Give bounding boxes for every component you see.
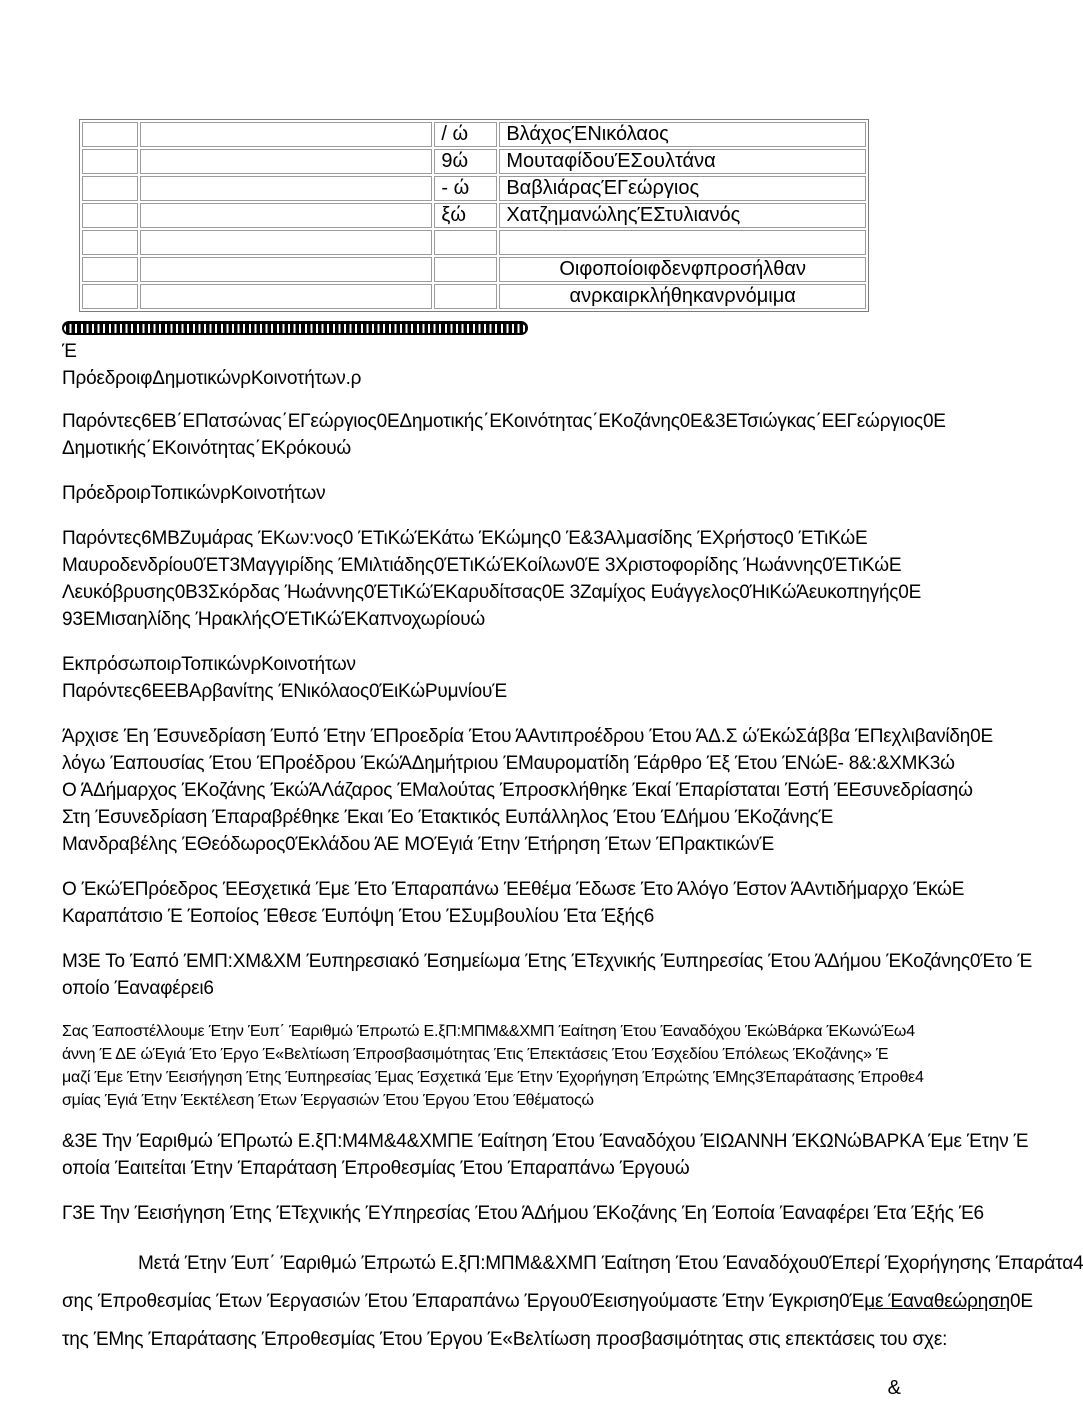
text-segment: 0Ε (1010, 1291, 1033, 1312)
table-row (82, 149, 866, 174)
empty-cell (140, 149, 433, 174)
separator-bar (62, 321, 528, 335)
text-line: Καραπάτσιο Έ Έοποίος Έθεσε Έυπόψη Έτου ΈΣυμβουλίου Έτα Έξής6 (62, 906, 655, 927)
text-line: άννη Έ ΔΕ ώΈγιά Έτο Έργο Έ«Βελτίωση Έπροσβασιμότητας Έτις Έπεκτάσεις Έτου Έσχεδίου Έπόλεως ΈΚοζάνης» Έ (62, 1046, 889, 1063)
paragraph-technical-service-intro (62, 1200, 984, 1227)
text-line: λόγω Έαπουσίας Έτου ΈΠροέδρου ΈκώΆΔημήτριου ΈΜαυροματίδη Έάρθρο Έξ Έτου ΈΝώΕ- 8&:&ΧΜΚ3ώ (62, 753, 955, 774)
text-line-with-underline (62, 1283, 1033, 1321)
text-line: μαζί Έμε Έτην Έεισήγηση Έτης Έυπηρεσίας Έμας Έσχετικά Έμε Έτην Έχορήγηση Έπρώτης ΈΜης3Έπαράτασης Έπροθε4 (62, 1069, 924, 1086)
empty-cell (82, 230, 138, 255)
table-row (82, 257, 866, 282)
section-heading-dimotikes (62, 338, 964, 392)
text-line: 93ΕΜισαηλίδης ΉρακλήςΟΈΤιΚώΈΚαπνοχωρίουώ (62, 609, 486, 630)
empty-cell (140, 176, 433, 201)
member-name-cell: ΜουταφίδουΈΣουλτάνα (499, 149, 866, 174)
section-heading-topikes (62, 480, 964, 507)
empty-cell (140, 122, 433, 147)
member-name-cell: ΧατζημανώληςΈΣτυλιανός (499, 203, 866, 228)
member-number-cell: / ώ (434, 122, 497, 147)
paragraph-parontes-dimotikes (62, 408, 964, 462)
text-line: Στη Έσυνεδρίαση Έπαραβρέθηκε Έκαι Έο Έτακτικός Ευπάλληλος Έτου ΈΔήμου ΈΚοζάνηςΈ (62, 807, 834, 828)
table-row (82, 230, 866, 255)
empty-cell (82, 284, 138, 309)
paragraph-quoted-letter (62, 1020, 964, 1112)
text-segment: σης Έπροθεσμίας Έτων Έεργασιών Έτου Έπαραπάνω Έργου0Έεισηγούμαστε Έτην Έγκριση0Έ (62, 1291, 865, 1312)
text-line: Μετά Έτην Έυπ΄ Έαριθμώ Έπρωτώ Ε.ξΠ:ΜΠΜ&&ΧΜΠ Έαίτηση Έτου Έαναδόχου0Έπερί Έχορήγησης Έπαράτα4 (138, 1253, 1083, 1274)
text-line: Σας Έαποστέλλουμε Έτην Έυπ΄ Έαριθμώ Έπρωτώ Ε.ξΠ:ΜΠΜ&&ΧΜΠ Έαίτηση Έτου Έαναδόχου ΈκώΒάρκα ΈΚωνώΈω4 (62, 1023, 915, 1040)
paragraph-service-note (62, 948, 1033, 1002)
underlined-text: με Έαναθεώρηση (864, 1291, 1011, 1312)
empty-cell (140, 230, 433, 255)
text-line: της ΈΜης Έπαράτασης Έπροθεσμίας Έτου Έργου Έ«Βελτίωση προσβασιμότητας στις επεκτάσεις του σχε: (62, 1329, 948, 1350)
member-number-cell: 9ώ (434, 149, 497, 174)
table-row (82, 176, 866, 201)
text-line: Παρόντες6ΜΒΖυμάρας ΈΚων:νος0 ΈΤιΚώΈΚάτω ΈΚώμης0 Έ&3Αλμασίδης ΈΧρήστος0 ΈΤιΚώΕ (62, 528, 868, 549)
table-row (82, 122, 866, 147)
table-row (82, 284, 866, 309)
text-line: Παρόντες6ΕΒ΄ΕΠατσώνας΄ΕΓεώργιος0ΕΔημοτικής΄ΕΚοινότητας΄ΕΚοζάνης0Ε&3ΕΤσιώγκας΄ΕΕΓεώργιος0Ε (62, 411, 946, 432)
paragraph-session-opening (62, 723, 994, 858)
text-line: Λευκόβρυσης0Β3Σκόρδας Ήωάννης0ΈΤιΚώΈΚαρυδίτσας0Ε 3Ζαμίχος Ευάγγελος0ΉιΚώΆευκοπηγής0Ε (62, 582, 922, 603)
text-line: Μανδραβέλης ΈΘεόδωρος0Έκλάδου ΆΕ ΜΟΈγιά Έτην Έτήρηση Έτων ΈΠρακτικώνΈ (62, 834, 775, 855)
absent-note-cell: ανρκαιρκλήθηκανρνόμιμα (499, 284, 866, 309)
paragraph-contractor-request (62, 1128, 1029, 1182)
empty-cell (82, 176, 138, 201)
empty-cell (140, 257, 433, 282)
member-name-cell (499, 230, 866, 255)
text-line: Μ3Ε Το Έαπό ΈΜΠ:ΧΜ&ΧΜ Έυπηρεσιακό Έσημείωμα Έτης ΈΤεχνικής Έυπηρεσίας Έτου ΆΔήμου ΈΚοζάνης0Έτο Έ (62, 951, 1033, 972)
empty-cell (82, 257, 138, 282)
member-number-cell: ξώ (434, 203, 497, 228)
member-number-cell (434, 230, 497, 255)
heading-topikes-koinotites: ΠρόεδροιρΤοπικώνρΚοινοτήτων (62, 483, 326, 504)
empty-cell (82, 149, 138, 174)
paragraph-parontes-topikes (62, 525, 964, 633)
section-ekprosopoi (62, 651, 964, 705)
table-row (82, 203, 866, 228)
text-line: Δημοτικής΄ΕΚοινότητας΄ΕΚρόκουώ (62, 438, 352, 459)
text-line: Μαυροδενδρίου0ΈΤ3Μαγγιρίδης ΈΜιλτιάδης0ΈΤιΚώΈΚοίλων0Έ 3Χριστοφορίδης Ήωάννης0ΈΤιΚώΕ (62, 555, 902, 576)
text-line: οποίο Έαναφέρει6 (62, 978, 214, 999)
empty-cell (140, 284, 433, 309)
heading-dimotikes-koinotites: ΠρόεδροιφΔημοτικώνρΚοινοτήτων.ρ (62, 368, 362, 389)
absent-note-cell: Οιφοποίοιφδενφπροσήλθαν (499, 257, 866, 282)
text-line: οποία Έαιτείται Έτην Έπαράταση Έπροθεσμίας Έτου Έπαραπάνω Έργουώ (62, 1158, 690, 1179)
empty-cell (82, 122, 138, 147)
empty-cell (140, 203, 433, 228)
empty-cell (82, 203, 138, 228)
member-number-cell (434, 257, 497, 282)
paragraph-president-statement (62, 876, 964, 930)
member-name-cell: ΒλάχοςΈΝικόλαος (499, 122, 866, 147)
member-name-cell: ΒαβλιάραςΈΓεώργιος (499, 176, 866, 201)
stray-char-line: Έ (62, 341, 77, 362)
page-number: & (887, 1377, 901, 1399)
member-number-cell (434, 284, 497, 309)
text-line: Ο ΆΔήμαρχος ΈΚοζάνης ΈκώΆΛάζαρος ΈΜαλούτας Έπροσκλήθηκε Έκαί Έπαρίσταται Έστή ΈΕσυνεδρίασηώ (62, 780, 973, 801)
heading-ekprosopoi-topikes: ΕκπρόσωποιρΤοπικώνρΚοινοτήτων (62, 654, 356, 675)
text-line: Γ3Ε Την Έεισήγηση Έτης ΈΤεχνικής ΈΥπηρεσίας Έτου ΆΔήμου ΈΚοζάνης Έη Έοποία Έαναφέρει Έτα Έξής Έ6 (62, 1203, 984, 1224)
attendance-table (79, 119, 869, 312)
paragraph-recommendation (62, 1245, 1083, 1359)
text-line: Άρχισε Έη Έσυνεδρίαση Έυπό Έτην ΈΠροεδρία Έτου ΆΑντιπροέδρου Έτου ΆΔ.Σ ώΈκώΣάββα ΈΠεχλιβανίδη0Ε (62, 726, 994, 747)
text-line: Παρόντες6ΕΕΒΑρβανίτης ΈΝικόλαος0ΈιΚώΡυμνίουΈ (62, 681, 507, 702)
text-line: σμίας Έγιά Έτην Έεκτέλεση Έτων Έεργασιών Έτου Έργου Έτου Έθέματοςώ (62, 1092, 594, 1109)
text-line: &3Ε Την Έαριθμώ ΈΠρωτώ Ε.ξΠ:Μ4Μ&4&ΧΜΠΕ Έαίτηση Έτου Έαναδόχου ΈΙΩΑΝΝΗ ΈΚΩΝώΒΑΡΚΑ Έμε Έτην Έ (62, 1131, 1029, 1152)
member-number-cell: - ώ (434, 176, 497, 201)
text-line: Ο ΈκώΈΠρόεδρος ΈΕσχετικά Έμε Έτο Έπαραπάνω ΈΕθέμα Έδωσε Έτο Άλόγο Έστον ΆΑντιδήμαρχο ΈκώΕ (62, 879, 965, 900)
